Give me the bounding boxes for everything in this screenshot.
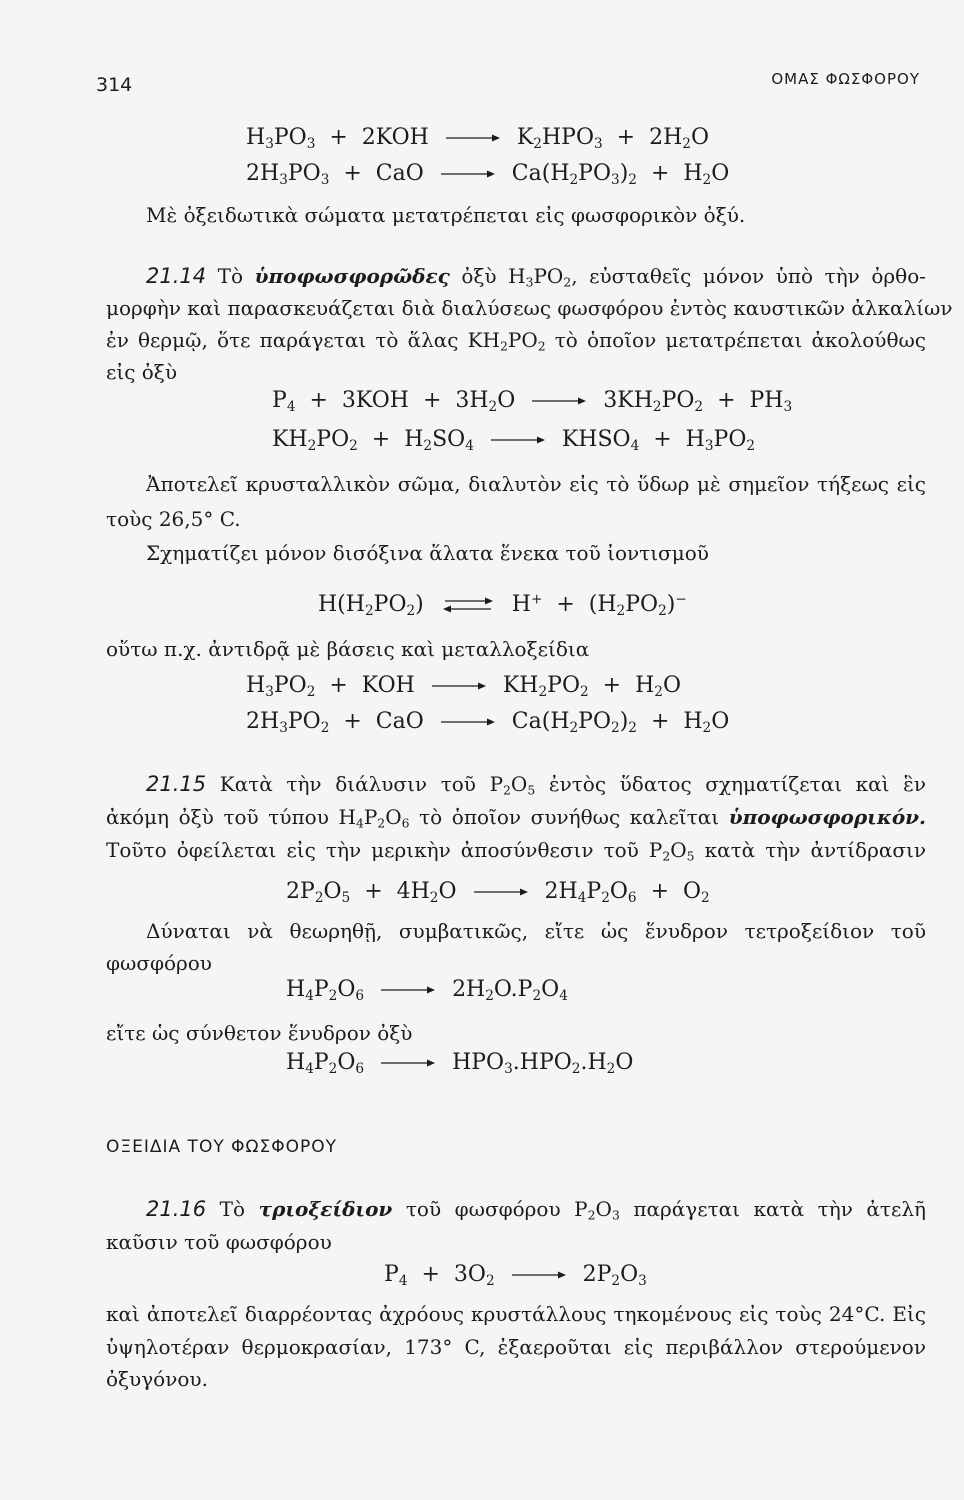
paragraph-21-15-line-1 [146, 772, 926, 796]
term-hypophosphoric: ὑποφωσφορικόν. [728, 805, 927, 829]
eq3-lhs: $P_4 + 3KOH + 3H_2O$ [272, 388, 516, 415]
eq10-rhs: $HPO_3.HPO_2.H_2O$ [452, 1050, 634, 1077]
eq8-lhs: $2P_2O_5 + 4H_2O$ [286, 879, 457, 906]
equation-4 [272, 427, 755, 452]
text-fragment: τοῦ φωσφόρου $P_2O_3$ παράγεται κατὰ τὴν ἀτελῆ [405, 1197, 927, 1223]
page-number: 314 [96, 74, 133, 96]
equation-5 [318, 592, 687, 617]
reaction-arrow-icon [432, 681, 486, 691]
section-number: 21.16 [146, 1197, 207, 1221]
equation-3 [272, 388, 792, 413]
paragraph-line: φωσφόρου [106, 951, 212, 975]
section-number: 21.15 [146, 772, 207, 796]
eq4-rhs: $KHSO_4 + H_3PO_2$ [561, 427, 756, 454]
paragraph-line: καῦσιν τοῦ φωσφόρου [106, 1230, 332, 1254]
eq10-lhs: $H_4P_2O_6$ [286, 1050, 365, 1077]
equilibrium-arrow-icon [443, 594, 493, 616]
equation-6 [246, 673, 681, 698]
paragraph-21-14-line-1 [146, 264, 926, 288]
equation-1 [246, 125, 709, 150]
eq7-lhs: $2H_3PO_2$ + CaO [246, 709, 424, 736]
paragraph-line: Σχηματίζει μόνον δισόξινα ἅλατα ἕνεκα τοῦ ἰοντισμοῦ [146, 541, 709, 565]
text-fragment: Τὸ [219, 1197, 246, 1221]
eq9-lhs: $H_4P_2O_6$ [286, 977, 365, 1004]
paragraph-line: καὶ ἀποτελεῖ διαρρέοντας ἀχρόους κρυστάλλους τηκομένους εἰς τοὺς 24°C. Εἰς [106, 1302, 926, 1326]
text-line: Μὲ ὀξειδωτικὰ σώματα μετατρέπεται εἰς φωσφορικὸν ὀξύ. [146, 203, 746, 227]
term-hypophosphorous: ὑποφωσφορῶδες [254, 264, 450, 288]
eq1-rhs: $K_2HPO_3 + 2H_2O$ [516, 125, 709, 152]
reaction-arrow-icon [532, 396, 586, 406]
eq6-lhs: $H_3PO_2$ + KOH [246, 673, 415, 700]
term-trioxide: τριοξείδιον [258, 1197, 393, 1221]
eq1-lhs: $H_3PO_3 + 2KOH$ [246, 125, 429, 152]
equation-10 [286, 1050, 633, 1075]
paragraph-line: Τοῦτο ὀφείλεται εἰς τὴν μερικὴν ἀποσύνθεσιν τοῦ $P_2O_5$ κατὰ τὴν ἀντίδρασιν [106, 838, 926, 864]
equation-7 [246, 709, 729, 734]
paragraph-line [106, 805, 926, 829]
paragraph-line: ἐν θερμῷ, ὅτε παράγεται τὸ ἅλας $KH_2PO_2$ τὸ ὁποῖον μετατρέπεται ἀκολούθως [106, 328, 926, 354]
eq6-rhs: $KH_2PO_2 + H_2O$ [502, 673, 681, 700]
eq2-lhs: $2H_3PO_3$ + CaO [246, 161, 424, 188]
text-fragment: ὀξὺ $H_3PO_2$, εὐσταθεῖς μόνον ὑπὸ τὴν ὀρθο- [461, 264, 927, 290]
eq7-rhs: $Ca(H_2PO_2)_2 + H_2O$ [511, 709, 730, 736]
text-fragment: ἀκόμη ὀξὺ τοῦ τύπου $H_4P_2O_6$ τὸ ὁποῖον συνήθως καλεῖται [106, 805, 720, 831]
eq11-rhs: $2P_2O_3$ [582, 1262, 647, 1289]
reaction-arrow-icon [441, 717, 495, 727]
paragraph-line: οὕτω π.χ. ἀντιδρᾷ μὲ βάσεις καὶ μεταλλοξείδια [106, 637, 590, 661]
paragraph-line: εἴτε ὡς σύνθετον ἕνυδρον ὀξὺ [106, 1021, 413, 1045]
paragraph-line: τοὺς 26,5° C. [106, 507, 241, 531]
reaction-arrow-icon [441, 169, 495, 179]
reaction-arrow-icon [512, 1270, 566, 1280]
paragraph-line: Ἀποτελεῖ κρυσταλλικὸν σῶμα, διαλυτὸν εἰς τὸ ὕδωρ μὲ σημεῖον τήξεως εἰς [146, 472, 926, 496]
reaction-arrow-icon [381, 1058, 435, 1068]
paragraph-line: ὀξυγόνου. [106, 1367, 208, 1391]
equation-9 [286, 977, 568, 1002]
eq11-lhs: $P_4 + 3O_2$ [384, 1262, 495, 1289]
reaction-arrow-icon [474, 887, 528, 897]
equation-8 [286, 879, 710, 904]
section-heading: ΟΞΕΙΔΙΑ ΤΟΥ ΦΩΣΦΟΡΟΥ [106, 1137, 337, 1157]
eq4-lhs: $KH_2PO_2 + H_2SO_4$ [272, 427, 474, 454]
equation-11 [384, 1262, 647, 1287]
eq9-rhs: $2H_2O.P_2O_4$ [452, 977, 568, 1004]
reaction-arrow-icon [491, 435, 545, 445]
text-fragment: Τὸ [217, 264, 244, 288]
reaction-arrow-icon [446, 133, 500, 143]
paragraph-line: Δύναται νὰ θεωρηθῇ, συμβατικῶς, εἴτε ὡς ἕνυδρον τετροξείδιον τοῦ [146, 919, 926, 943]
eq5-lhs: $H(H_2PO_2)$ [318, 592, 424, 619]
paragraph-line: εἰς ὀξὺ [106, 360, 177, 384]
running-head: ΟΜΑΣ ΦΩΣΦΟΡΟΥ [771, 70, 920, 88]
eq5-rhs: $H^+ + (H_2PO_2)^-$ [511, 591, 687, 619]
paragraph-line: ὑψηλοτέραν θερμοκρασίαν, 173° C, ἐξαεροῦται εἰς περιβάλλον στερούμενον [106, 1335, 926, 1359]
paragraph-21-16-line-1 [146, 1197, 926, 1221]
section-number: 21.14 [146, 264, 207, 288]
reaction-arrow-icon [381, 985, 435, 995]
equation-2 [246, 161, 729, 186]
eq3-rhs: $3KH_2PO_2 + PH_3$ [603, 388, 793, 415]
paragraph-line: μορφὴν καὶ παρασκευάζεται διὰ διαλύσεως φωσφόρου ἐντὸς καυστικῶν ἀλκαλίων [106, 296, 953, 320]
eq8-rhs: $2H_4P_2O_6 + O_2$ [544, 879, 710, 906]
eq2-rhs: $Ca(H_2PO_3)_2 + H_2O$ [511, 161, 730, 188]
text-fragment: Κατὰ τὴν διάλυσιν τοῦ $P_2O_5$ ἐντὸς ὕδατος σχηματίζεται καὶ ἓν [219, 772, 927, 798]
